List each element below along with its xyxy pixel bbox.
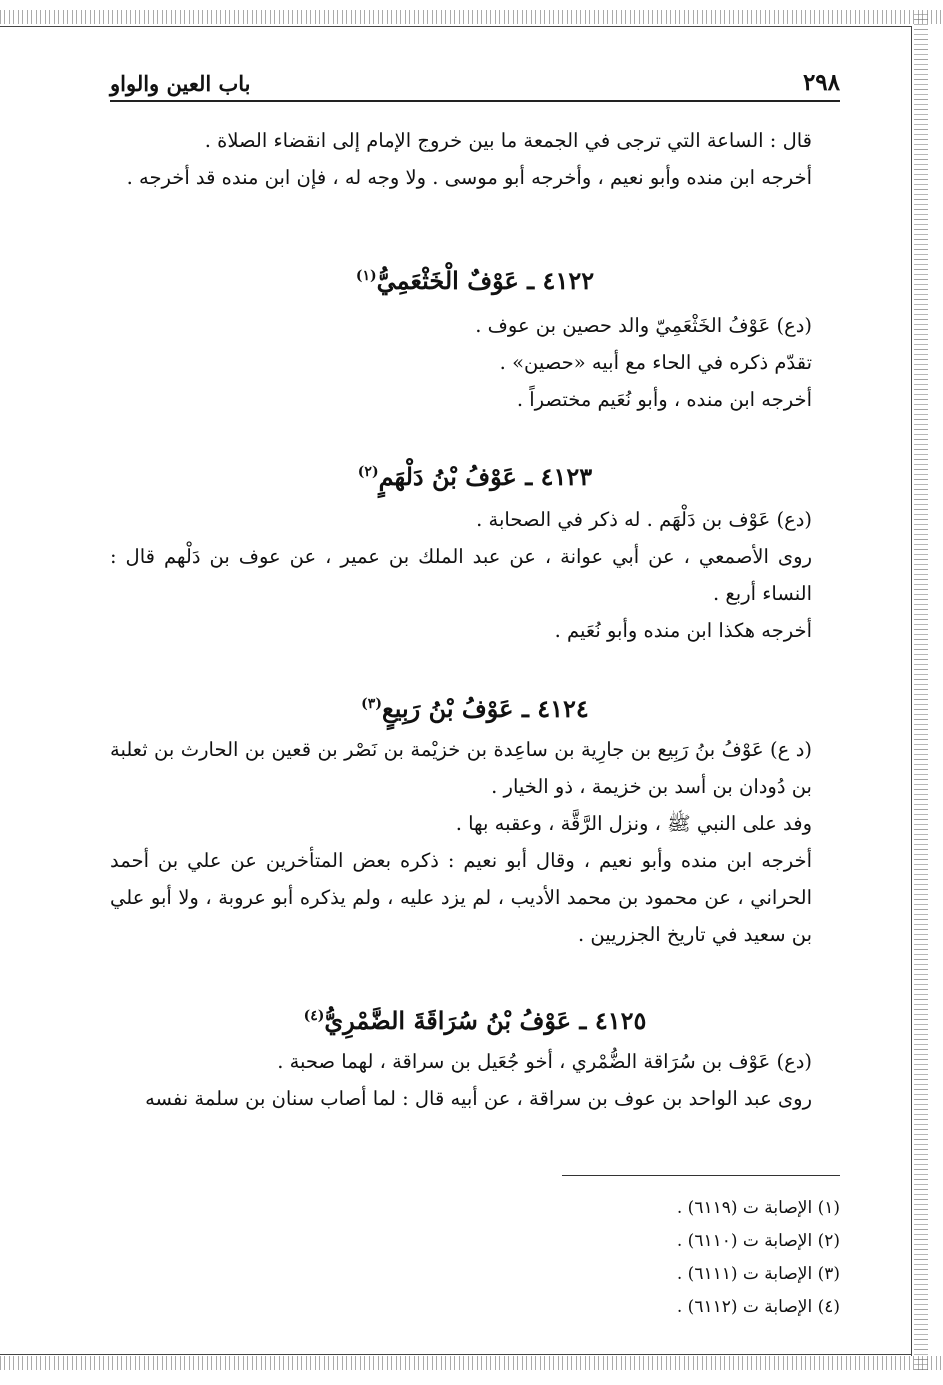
- page-number: ٢٩٨: [802, 69, 840, 96]
- entry-paragraph: أخرجه ابن منده ، وأبو نُعَيم مختصراً .: [516, 388, 812, 411]
- intro-paragraph: أخرجه ابن منده وأبو نعيم ، وأخرجه أبو موسى . ولا وجه له ، فإن ابن منده قد أخرجه .: [126, 166, 812, 189]
- header-title: باب العين والواو: [110, 71, 251, 96]
- page-border-top: [0, 10, 943, 24]
- intro-block: [110, 122, 840, 196]
- page-border-right: [914, 10, 928, 1370]
- entry-4124: [110, 684, 840, 953]
- footnote: (٣) الإصابة ت (٦١١١) .: [676, 1264, 840, 1284]
- footnotes: [440, 1192, 840, 1324]
- entry-4125: [110, 996, 840, 1117]
- entry-title: ٤١٢٥ ـ عَوْفُ بْنُ سُرَاقَةَ الضَّمْرِيُّ$^{(٤)}$: [303, 1006, 647, 1035]
- footnote-mark: (١): [355, 268, 377, 284]
- page-border-bottom: [0, 1356, 943, 1370]
- entry-title: ٤١٢٣ ـ عَوْفُ بْنُ دَلْهَمٍ$^{(٢)}$: [357, 462, 593, 491]
- entry-4123: [110, 452, 840, 649]
- footnote: (٤) الإصابة ت (٦١١٢) .: [676, 1297, 840, 1317]
- header-rule: [110, 100, 840, 102]
- entry-paragraph: تقدّم ذكره في الحاء مع أبيه «حصين» .: [499, 351, 812, 374]
- footnote: (٢) الإصابة ت (٦١١٠) .: [676, 1231, 840, 1251]
- entry-paragraph: روى عبد الواحد بن عوف بن سراقة ، عن أبيه قال : لما أصاب سنان بن سلمة نفسه: [145, 1087, 812, 1110]
- entry-paragraph: (دع) عَوْف بن سُرَاقة الضُّمْري ، أخو جُعَيل بن سراقة ، لهما صحبة .: [277, 1050, 812, 1073]
- footnote: (١) الإصابة ت (٦١١٩) .: [676, 1198, 840, 1218]
- entry-paragraph: أخرجه ابن منده وأبو نعيم ، وقال أبو نعيم : ذكره بعض المتأخرين عن علي بن أحمد الحراني ، عن محمود بن محمد الأديب ، لم يزد عليه ، ولم يذكره أبو عروبة ، ولا أبو علي بن سعيد في تاريخ الجزريين .: [110, 849, 812, 946]
- footnote-rule: [562, 1175, 840, 1176]
- entry-title: ٤١٢٢ ـ عَوْفٌ الْخَثْعَمِيُّ$^{(١)}$: [355, 266, 595, 295]
- footnote-mark: (٢): [357, 464, 379, 480]
- border-rule-right: [911, 26, 912, 1356]
- intro-paragraph: قال : الساعة التي ترجى في الجمعة ما بين خروج الإمام إلى انقضاء الصلاة .: [204, 129, 812, 152]
- border-rule-bottom: [0, 1354, 912, 1355]
- entry-paragraph: روى الأصمعي ، عن أبي عوانة ، عن عبد الملك بن عمير ، عن عوف بن دَلْهم قال : النساء أربع .: [110, 545, 812, 605]
- entry-paragraph: (دع) عَوْف بن دَلْهَم . له ذكر في الصحابة .: [476, 508, 812, 531]
- footnote-mark: (٤): [303, 1008, 325, 1024]
- border-rule-top: [0, 26, 912, 27]
- page: [110, 64, 840, 1324]
- entry-paragraph: أخرجه هكذا ابن منده وأبو نُعَيم .: [554, 619, 812, 642]
- footnote-mark: (٣): [361, 696, 382, 712]
- entry-paragraph: (د ع) عَوْفُ بنُ رَبِيع بن جارِية بن ساعِدة بن خزيْمة بن نَصْر بن قعين بن الحارث بن ثعلبة بن دُودان بن أسد بن خزيمة ، ذو الخيار .: [110, 738, 812, 798]
- entry-4122: [110, 256, 840, 418]
- entry-paragraph: (دع) عَوْفُ الخَثْعَمِيّ والد حصين بن عوف .: [475, 314, 812, 337]
- entry-paragraph: وفد على النبي ﷺ ، ونزل الرَّقَّة ، وعقبه بها .: [455, 812, 812, 835]
- running-header: [110, 64, 840, 96]
- entry-title: ٤١٢٤ ـ عَوْفُ بْنُ رَبِيعٍ$^{(٣)}$: [361, 694, 589, 723]
